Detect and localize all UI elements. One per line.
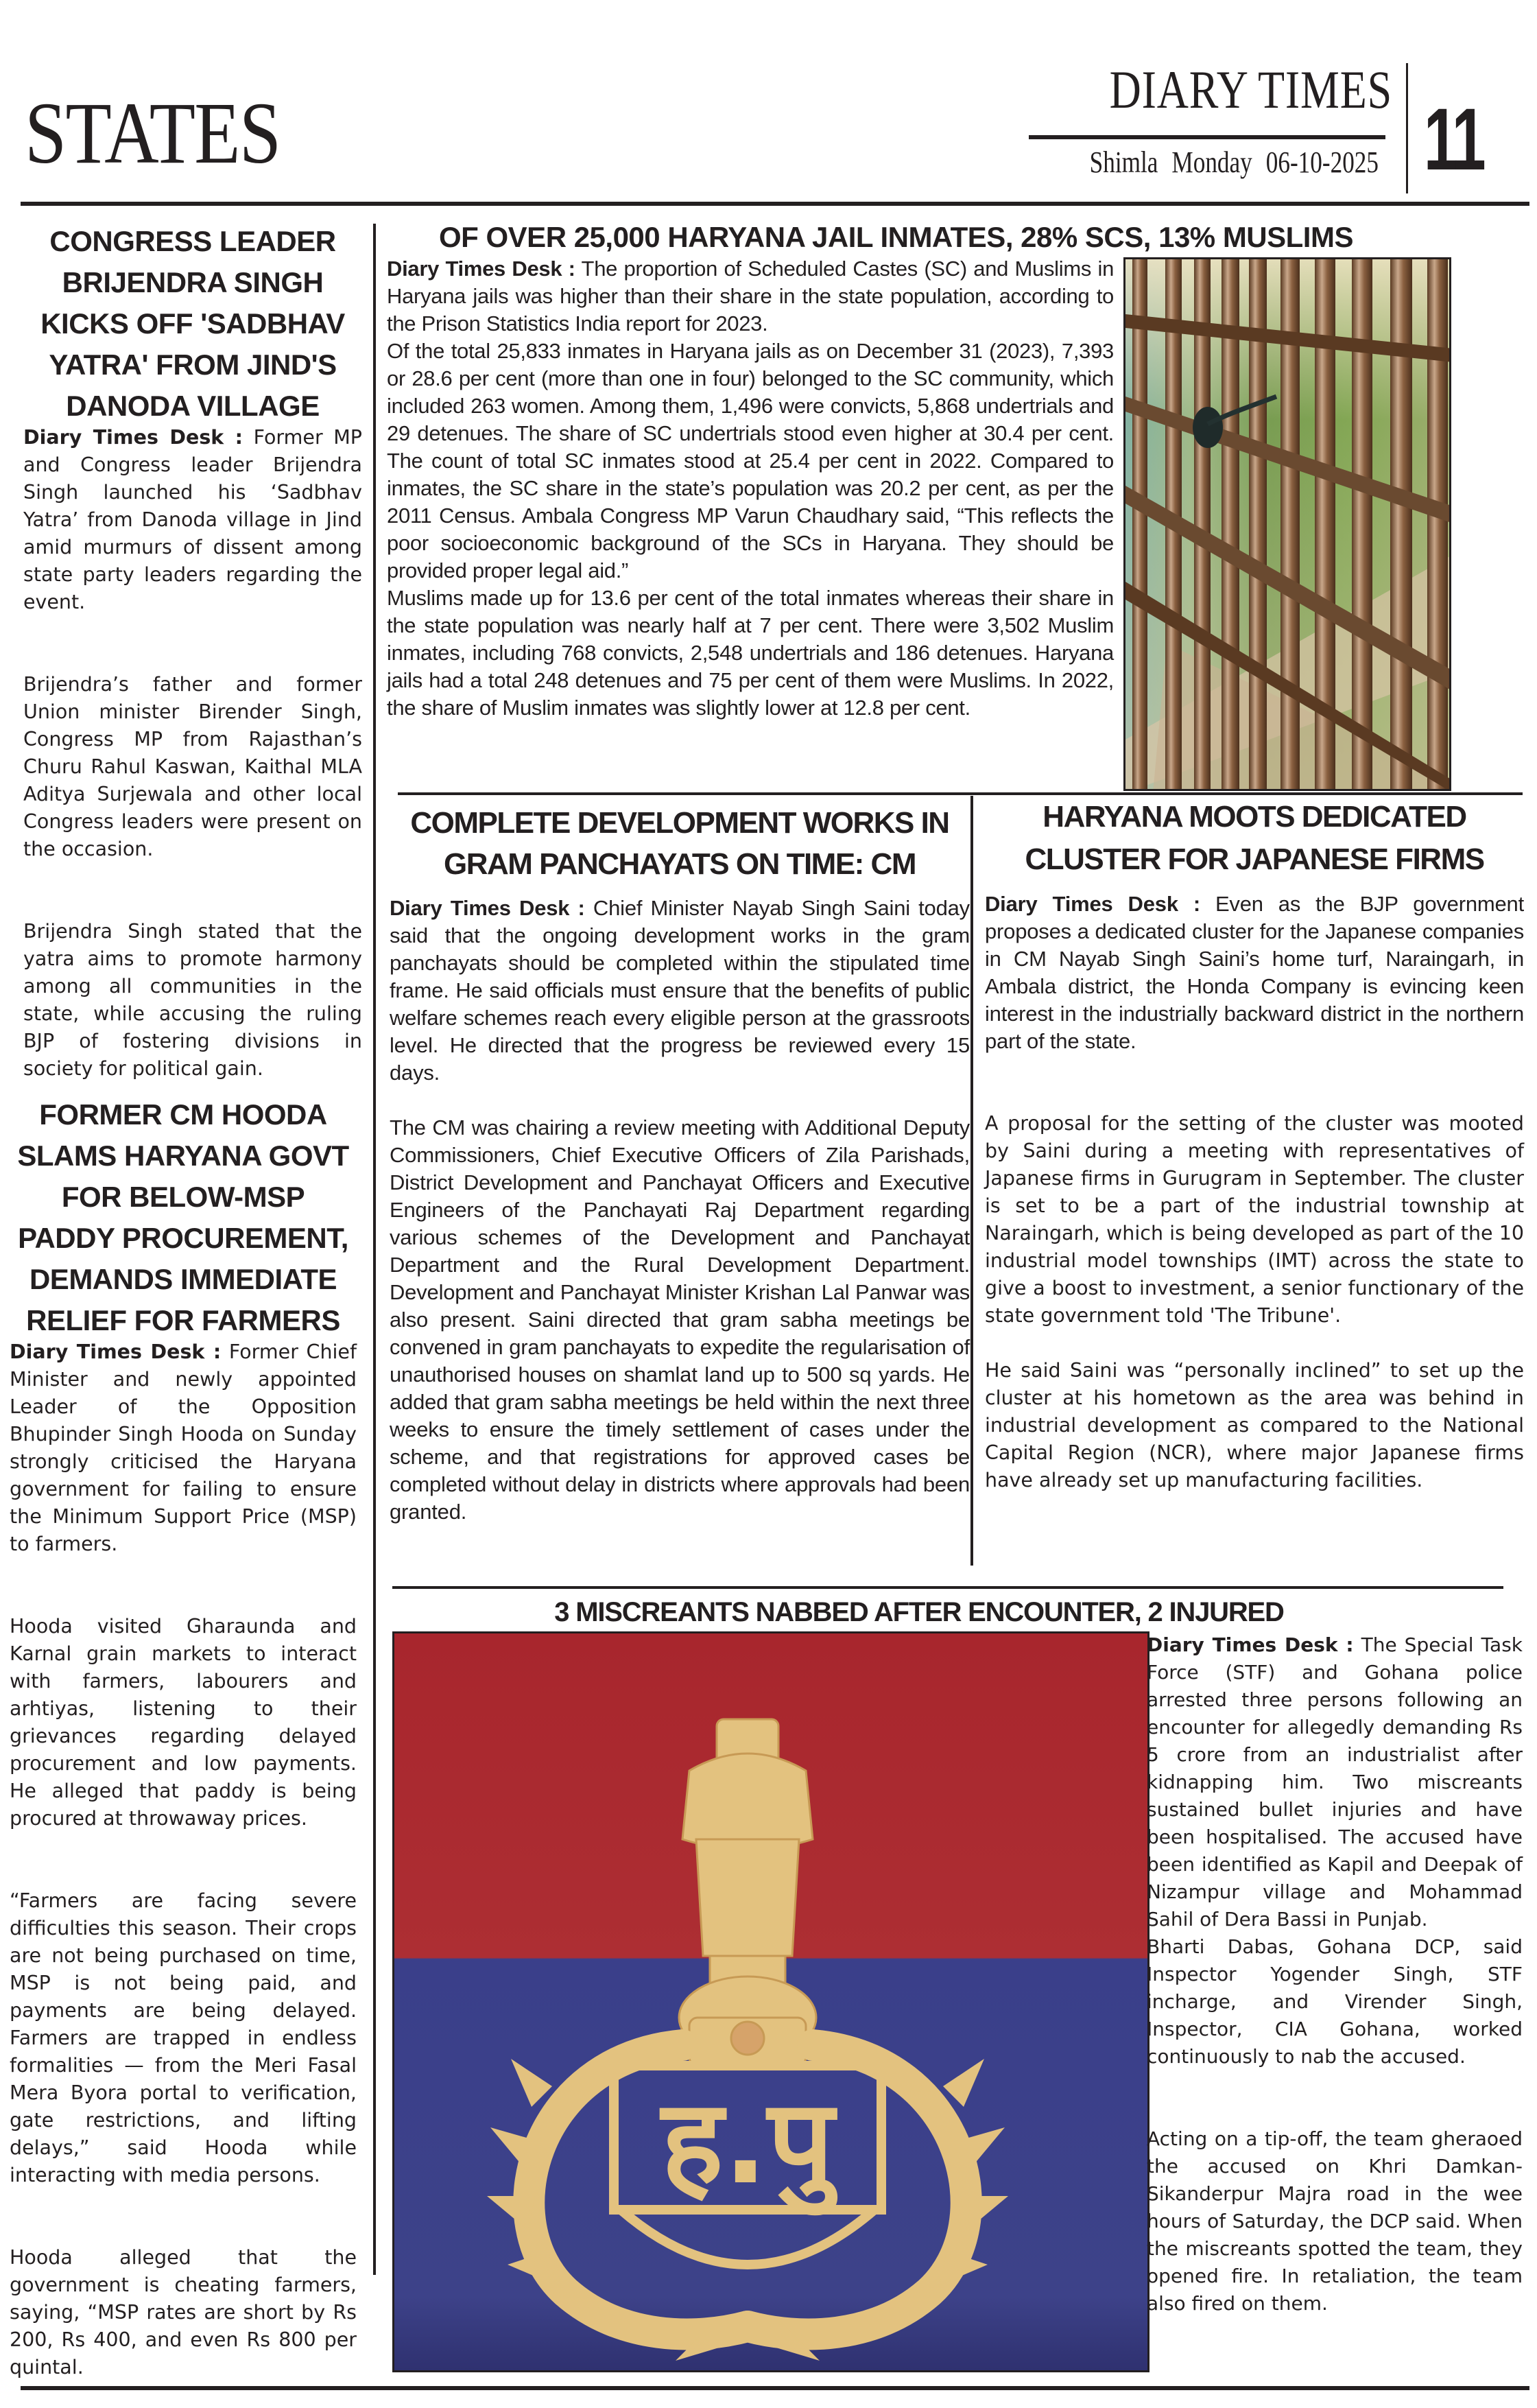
article-lead: Diary Times Desk : The proportion of Scheduled Castes (SC) and Muslims in Haryana jails was higher than their share in the state population, according to the Prison Statistics India report for 2023. xyxy=(387,257,1115,335)
article-lead: Diary Times Desk : Former Chief Minister and newly appointed Leader of the Opposition Bhupinder Singh Hooda on Sunday strongly criticised the Haryana government for failing to ensure the Minimum Support Price (MSP) to farmers. xyxy=(10,1341,357,1555)
article-paragraph: A proposal for the setting of the cluster was mooted by Saini during a meeting with representatives of Japanese firms in Gurugram in September. The cluster is set to be a part of the industrial township at Naraingarh, which is being developed as part of the 10 industrial model townships (IMT) across the state to give a boost to investment, a senior functionary of the state government told 'The Tribune'. xyxy=(985,1112,1524,1327)
section-title: STATES xyxy=(25,84,281,182)
article-panchayat-works xyxy=(390,803,970,1526)
page-bottom-rule xyxy=(21,2386,1529,2390)
article-lead: Diary Times Desk : The Special Task Force (STF) and Gohana police arrested three persons following an encounter for allegedly demanding Rs 5 crore from an industrialist after kidnapping him. Two miscreants sustained bullet injuries and have been hospitalised. The accused have been identified as Kapil and Deepak of Nizampur village and Mohammad Sahil of Dera Bassi in Punjab. xyxy=(1147,1633,1523,1931)
article-paragraph: Brijendra Singh stated that the yatra aims to promote harmony among all communities in the state, while accusing the ruling BJP of fostering divisions in society for political gain. xyxy=(23,920,362,1080)
article-sadbhav-yatra xyxy=(23,221,362,1083)
page-number: 11 xyxy=(1424,91,1484,189)
article-lead: Diary Times Desk : Even as the BJP government proposes a dedicated cluster for the Japanese companies in CM Nayab Singh Saini’s home turf, Naraingarh, in Ambala district, the Honda Company is evincing keen interest in the industrially backward district in the northern part of the state. xyxy=(985,892,1524,1053)
police-emblem-icon xyxy=(394,1633,1149,2372)
desk-credit: Diary Times Desk : xyxy=(985,892,1200,916)
article-paragraph: Bharti Dabas, Gohana DCP, said Inspector Yogender Singh, STF incharge, and Virender Singh, Inspector, CIA Gohana, worked continuously to nab the accused. xyxy=(1147,1935,1523,2068)
brand-underline xyxy=(1029,135,1385,139)
desk-credit: Diary Times Desk : xyxy=(390,896,585,920)
article-paragraph: Brijendra’s father and former Union minister Birender Singh, Congress MP from Rajasthan’s Churu Rahul Kaswan, Kaithal MLA Aditya Surjewala and other local Congress leaders were present on the occasion. xyxy=(23,673,362,860)
headline: HARYANA MOOTS DEDICATED CLUSTER FOR JAPANESE FIRMS xyxy=(1025,800,1484,876)
article-paragraph: “Farmers are facing severe difficulties this season. Their crops are not being purchased on time, MSP is not being paid, and payments are being delayed. Farmers are trapped in endless formalities — from the Meri Fasal Mera Byora portal to verification, gate restrictions, and lifting delays,” said Hooda while interacting with media persons. xyxy=(10,1889,357,2186)
article-jail-inmates xyxy=(387,255,1114,722)
desk-credit: Diary Times Desk : xyxy=(10,1341,222,1363)
desk-credit: Diary Times Desk : xyxy=(23,426,243,449)
masthead-divider xyxy=(1406,63,1408,193)
article-paragraph: Hooda visited Gharaunda and Karnal grain markets to interact with farmers, labourers and arhtiyas, listening to their grievances regarding delayed procurement and low payments. He alleged that paddy is being procured at throwaway prices. xyxy=(10,1615,357,1830)
article-paragraph: Muslims made up for 13.6 per cent of the total inmates whereas their share in the state population was nearly half at 7 per cent. There were 3,502 Muslim inmates, including 768 convicts, 2,548 undertrials and 186 detenues. Haryana jails had a total 248 detenues and 75 per cent of them were Muslims. In 2022, the share of Muslim inmates was slightly lower at 12.8 per cent. xyxy=(387,586,1114,720)
masthead-rule xyxy=(21,202,1529,206)
column-divider-left xyxy=(373,224,376,2275)
section-rule xyxy=(392,1586,1503,1589)
dateline-date: 06-10-2025 xyxy=(1265,145,1379,179)
desk-credit: Diary Times Desk : xyxy=(1147,1633,1354,1656)
article-japanese-cluster xyxy=(985,796,1524,1494)
article-paragraph: The CM was chairing a review meeting with Additional Deputy Commissioners, Chief Executive Officers of Zila Parishads, District Development and Panchayat Officers and Executive Engineers of the Panchayati Raj Department regarding various schemes of the Development and Panchayat Department and the Rural Development Department. Development and Panchayat Minister Krishan Lal Panwar was also present. Saini directed that gram sabha meetings be convened in gram panchayats to expedite the regularisation of unauthorised houses on shamlat land up to 500 sq yards. He added that gram sabha meetings be held within the next three weeks to ensure the timely settlement of cases under the scheme, and that registrations for approved cases be completed without delay in districts where approvals had been granted. xyxy=(390,1116,970,1524)
haryana-police-emblem-photo xyxy=(392,1631,1149,2372)
jail-bars-photo xyxy=(1123,257,1451,791)
article-lead: Diary Times Desk : Former MP and Congress leader Brijendra Singh launched his ‘Sadbhav Yatra’ from Danoda village in Jind amid murmurs of dissent among state party leaders regarding the event. xyxy=(23,426,362,613)
headline: CONGRESS LEADER BRIJENDRA SINGH KICKS OFF 'SADBHAV YATRA' FROM JIND'S DANODA VILLAGE xyxy=(40,225,345,422)
desk-credit: Diary Times Desk : xyxy=(387,257,575,281)
article-hooda-msp xyxy=(10,1094,357,2381)
article-lead: Diary Times Desk : Chief Minister Nayab Singh Saini today said that the ongoing development works in the gram panchayats should be completed within the stipulated time frame. He said officials must ensure that the benefits of public welfare schemes reach every eligible person at the grassroots level. He directed that the progress be reviewed every 15 days. xyxy=(390,896,970,1085)
dateline xyxy=(1033,147,1379,178)
emblem-text: ह.पु xyxy=(661,2075,834,2210)
section-rule xyxy=(398,792,1523,795)
headline-jail-inmates: OF OVER 25,000 HARYANA JAIL INMATES, 28% SCS, 13% MUSLIMS xyxy=(439,221,1353,253)
dateline-day: Monday xyxy=(1171,145,1252,179)
headline: COMPLETE DEVELOPMENT WORKS IN GRAM PANCHAYATS ON TIME: CM xyxy=(410,806,949,881)
headline-encounter: 3 MISCREANTS NABBED AFTER ENCOUNTER, 2 INJURED xyxy=(554,1597,1284,1627)
article-paragraph: Of the total 25,833 inmates in Haryana jails as on December 31 (2023), 7,393 or 28.6 per cent (more than one in four) belonged to the SC community, which included 263 women. Among them, 1,496 were convicts, 5,868 undertrials and 29 detenues. The share of SC undertrials stood even higher at 30.4 per cent. The count of total SC inmates stood at 25.4 per cent in 2022. Compared to inmates, the SC share in the state’s population was 20.2 per cent, as per the 2011 Census. Ambala Congress MP Varun Chaudhary said, “This reflects the poor socioeconomic background of the SCs in Haryana. They should be provided proper legal aid.” xyxy=(387,339,1114,582)
jail-bars-icon xyxy=(1125,259,1451,791)
article-paragraph: He said Saini was “personally inclined” to set up the cluster at his hometown as the area was behind in industrial development as compared to the National Capital Region (NCR), where major Japanese firms have already set up manufacturing facilities. xyxy=(985,1359,1524,1491)
article-paragraph: Hooda alleged that the government is cheating farmers, saying, “MSP rates are short by Rs 200, Rs 400, and even Rs 800 per quintal. xyxy=(10,2246,357,2379)
newspaper-brand: DIARY TIMES xyxy=(1109,60,1392,119)
headline: FORMER CM HOODA SLAMS HARYANA GOVT FOR BELOW-MSP PADDY PROCUREMENT, DEMANDS IMMEDIATE RELIEF FOR FARMERS xyxy=(17,1098,349,1336)
article-encounter xyxy=(1147,1631,1523,2317)
article-paragraph: Acting on a tip-off, the team gheraoed the accused on Khri Damkan-Sikanderpur Majra road in the wee hours of Saturday, the DCP said. When the miscreants spotted the team, they opened fire. In retaliation, the team also fired on them. xyxy=(1147,2127,1523,2315)
dateline-city: Shimla xyxy=(1089,145,1158,179)
column-divider-right xyxy=(970,796,973,1566)
